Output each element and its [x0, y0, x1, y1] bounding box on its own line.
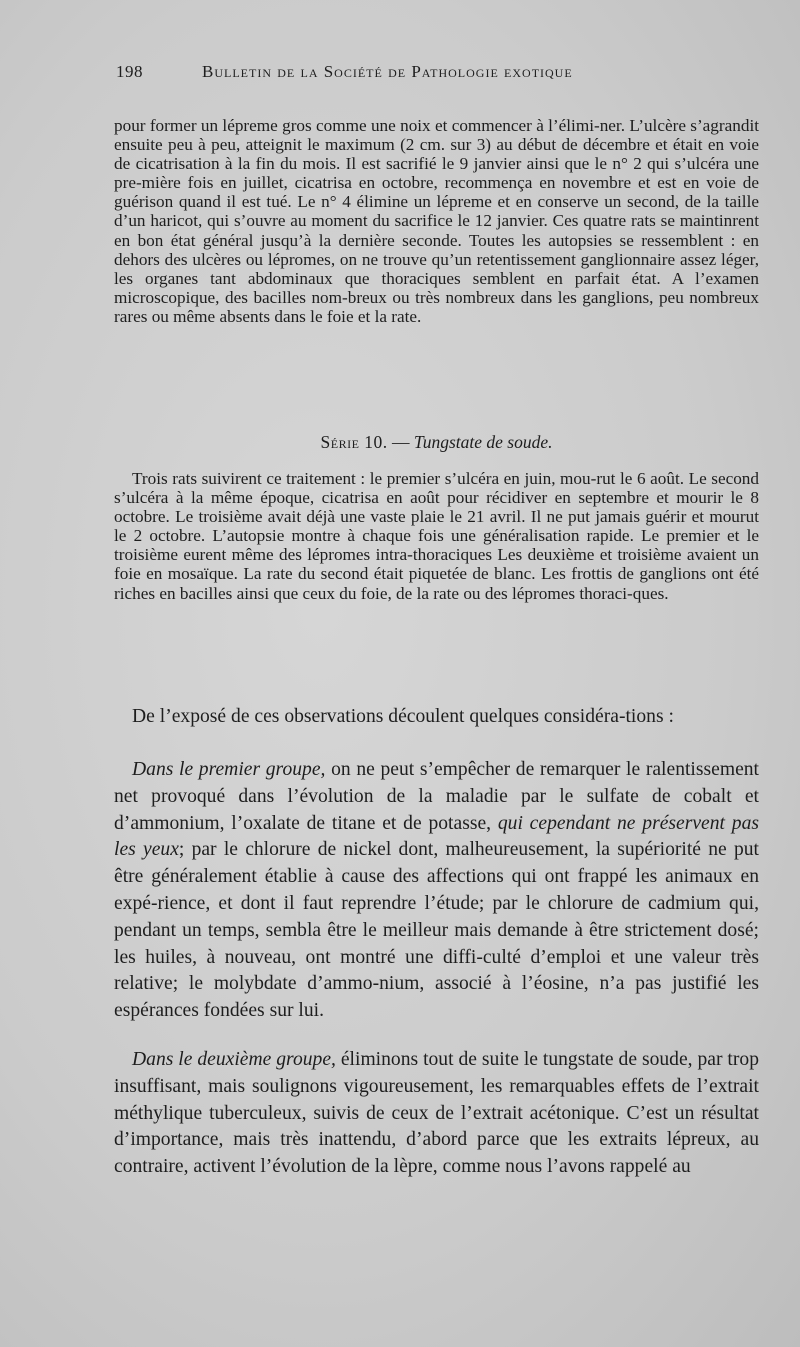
p4-italic-mid: qui cependant ne préservent pas les yeux: [114, 812, 760, 861]
paragraph-1: pour former un lépreme gros comme une noix et commencer à l’élimi-ner. L’ulcère s’agrandit ensuite peu à peu, atteignit le maximum (2 cm. sur 3) au début de décembre et était en voie de cicatrisation à la fin du mois. Il est sacrifié le 9 janvier ainsi que le n° 2 qui s’ulcéra une pre-mière fois en juillet, cicatrisa en octobre, recommença en novembre et est en voie de guérison quand il est tué. Le n° 4 élimine un lépreme et en conserve un second, de la taille d’un haricot, qui s’ouvre au moment du sacrifice le 12 janvier. Ces quatre rats se maintinrent en bon état général jusqu’à la dernière seconde. Toutes les autopsies se ressemblent : en dehors des ulcères ou lépromes, on ne trouve qu’un retentissement ganglionnaire assez léger, les organes tant abdominaux que thoraciques semblent en parfait état. A l’examen microscopique, des bacilles nom-breux ou très nombreux dans les ganglions, peu nombreux rares ou même absents dans le foie et la rate.: [114, 116, 759, 326]
p4-text-2: ; par le chlorure de nickel dont, malheureusement, la supériorité ne put être généralement établie à cause des affections qui ont frappé les animaux en expé-rience, et dont il faut reprendre l’étude; par le chlorure de cadmium qui, pendant un temps, sembla être le meilleur mais demande à être strictement dosé; les huiles, à nouveau, ont montré une diffi-culté d’emploi et une valeur très relative; le molybdate d’ammo-nium, associé à l’éosine, n’a pas justifié les espérances fondées sur lui.: [114, 839, 759, 1022]
p4-italic-lead: Dans le premier groupe,: [132, 759, 326, 780]
paragraph-4: [114, 757, 759, 1025]
page-number: 198: [116, 62, 143, 81]
p5-italic-lead: Dans le deuxième groupe,: [132, 1049, 336, 1070]
p4-text-1: on ne peut s’empêcher de remarquer le ralentissement net provoqué dans l’évolution de la maladie par le sulfate de cobalt et d’ammonium, l’oxalate de titane et de potasse,: [114, 759, 760, 834]
series-label: Série 10.: [320, 432, 388, 452]
paragraph-2: Trois rats suivirent ce traitement : le premier s’ulcéra en juin, mou-rut le 6 août. Le second s’ulcéra à la même époque, cicatrisa en août pour récidiver en septembre et mourir le 8 octobre. Le troisième avait déjà une vaste plaie le 21 avril. Il ne put jamais guérir et mourut le 2 octobre. L’autopsie montre à chaque fois une généralisation rapide. Le premier et le troisième eurent même des lépromes intra-thoraciques Les deuxième et troisième avaient un foie en mosaïque. La rate du second était piquetée de blanc. Les frottis de ganglions ont été riches en bacilles ainsi que ceux du foie, de la rate ou des lépromes thoraci-ques.: [114, 469, 759, 603]
paragraph-5: [114, 1047, 759, 1181]
p5-text-1: éliminons tout de suite le tungstate de soude, par trop insuffisant, mais soulignons vigoureusement, les remarquables effets de l’extrait méthylique tuberculeux, suivis de ceux de l’extrait acétonique. C’est un résultat d’importance, mais très inattendu, d’abord parce que les extraits lépreux, au contraire, activent l’évolution de la lèpre, comme nous l’avons rappelé au: [114, 1049, 759, 1178]
series-title: Tungstate de soude.: [413, 432, 553, 452]
paragraph-3: De l’exposé de ces observations découlent quelques considéra-tions :: [132, 706, 674, 727]
series-heading: [114, 432, 759, 453]
running-header: [116, 62, 676, 92]
journal-title: Bulletin de la Société de Pathologie exotique: [202, 62, 573, 81]
series-dash: —: [392, 432, 410, 452]
